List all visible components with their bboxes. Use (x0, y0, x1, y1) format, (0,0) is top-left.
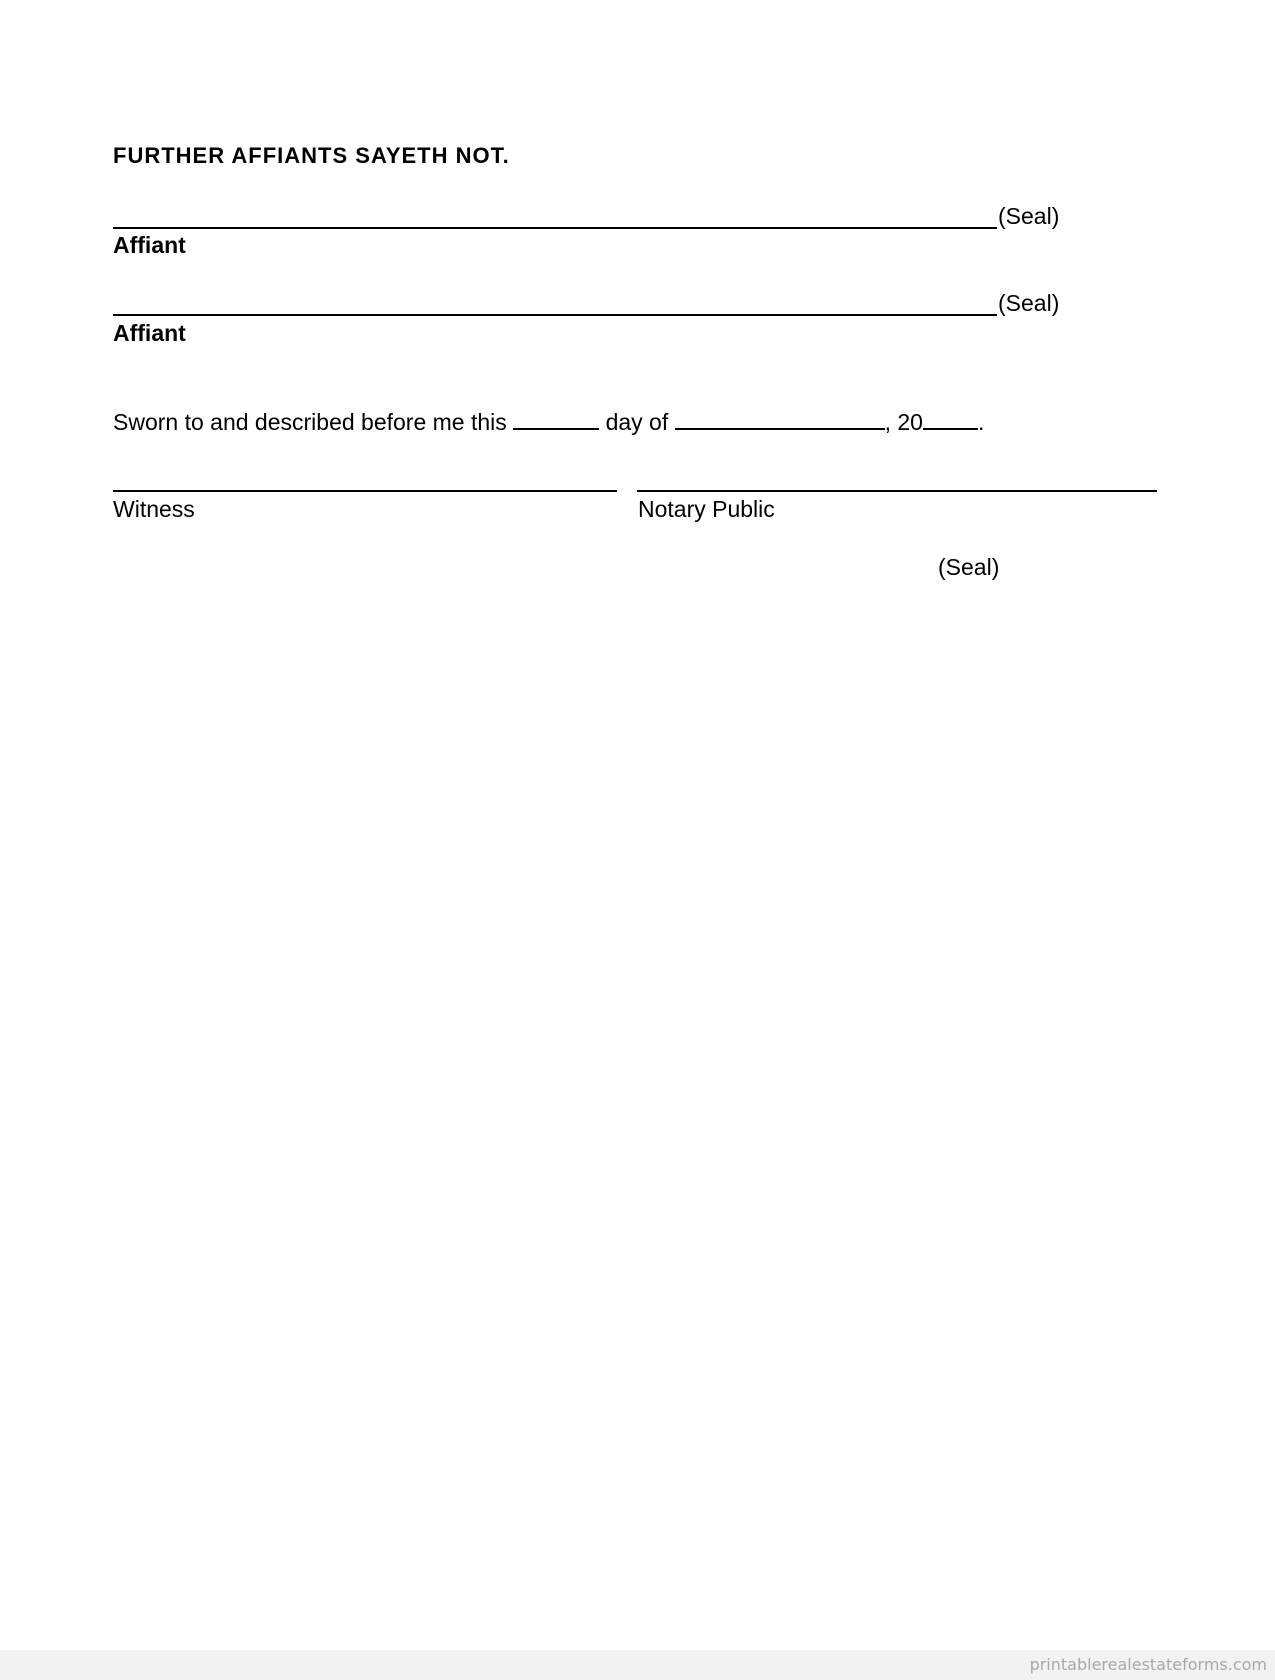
footer-bar (0, 1650, 1275, 1680)
sworn-text-end: . (977, 409, 985, 435)
sworn-text-year: , 20 (884, 409, 923, 435)
notary-seal: (Seal) (938, 554, 1000, 580)
affiant-2-signature-line[interactable] (113, 314, 997, 316)
sworn-statement (113, 408, 984, 436)
year-blank[interactable] (923, 408, 978, 430)
notary-signature-line[interactable] (637, 490, 1157, 492)
affiant-1-signature-line[interactable] (113, 227, 997, 229)
month-blank[interactable] (675, 408, 885, 430)
affiant-2-seal: (Seal) (998, 290, 1060, 316)
day-blank[interactable] (513, 408, 599, 430)
affiant-2-label: Affiant (113, 320, 186, 346)
witness-label: Witness (113, 496, 195, 522)
notary-label: Notary Public (638, 496, 775, 522)
witness-signature-line[interactable] (113, 490, 617, 492)
affiant-1-label: Affiant (113, 232, 186, 258)
sworn-text-mid: day of (605, 409, 669, 435)
affiant-1-seal: (Seal) (998, 203, 1060, 229)
watermark-text: printablerealestateforms.com (1029, 1655, 1267, 1674)
document-heading: FURTHER AFFIANTS SAYETH NOT. (113, 143, 510, 168)
sworn-text-before: Sworn to and described before me this (113, 409, 507, 435)
